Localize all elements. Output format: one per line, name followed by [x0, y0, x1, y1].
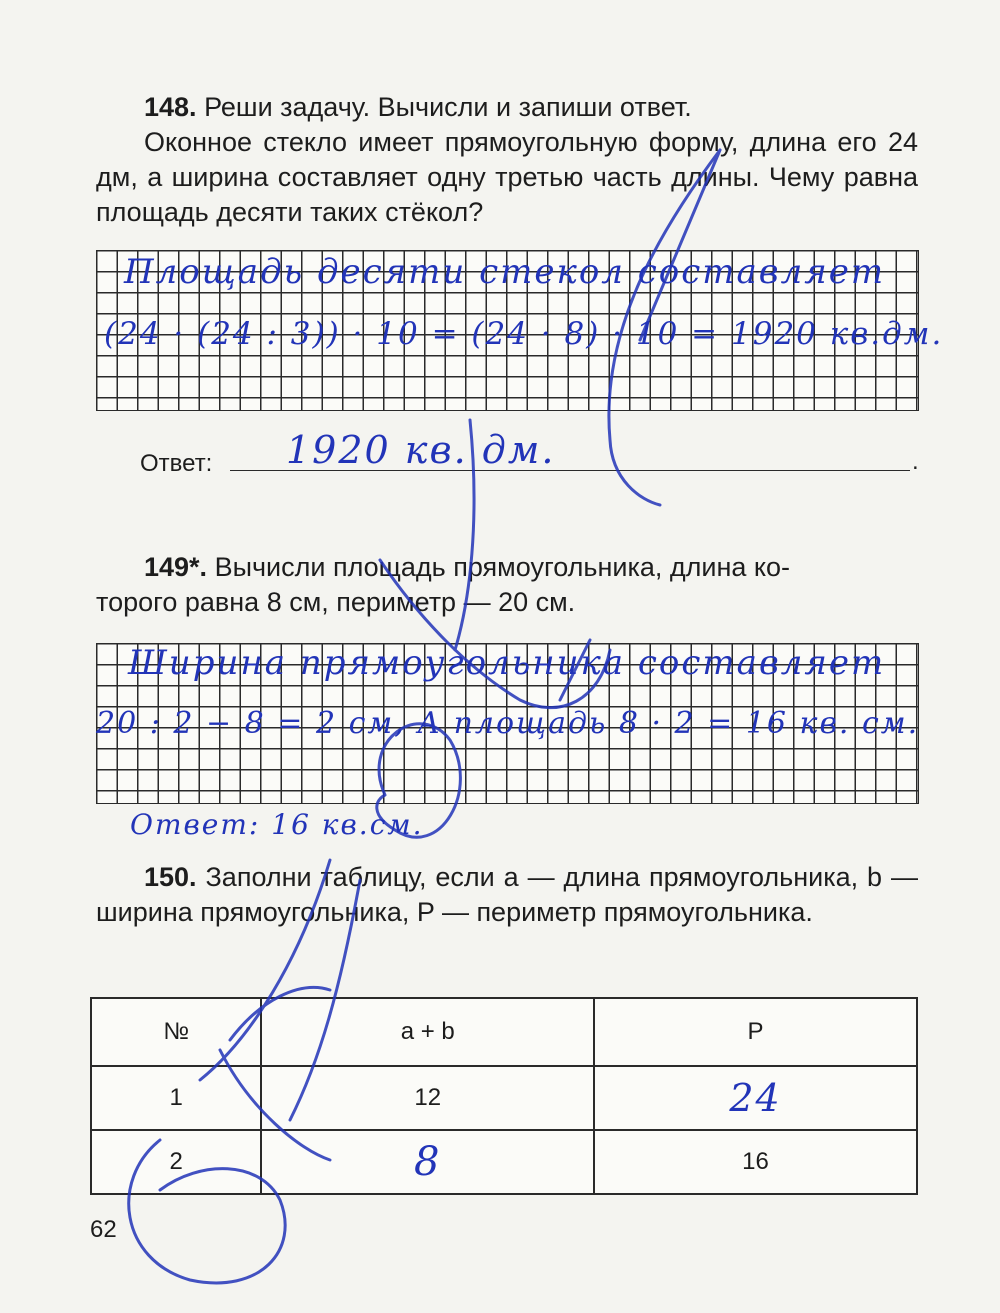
- header-number: №: [91, 998, 261, 1066]
- task-149-handwriting-1: Ширина прямоугольника составляет: [128, 643, 886, 683]
- task-148-answer-handwriting: 1920 кв. дм.: [286, 428, 556, 472]
- header-a-plus-b: a + b: [261, 998, 594, 1066]
- handwritten-perimeter: 24: [729, 1076, 782, 1120]
- task-150-body: Заполни таблицу, если a — длина прямоугольника, b — ширина прямоугольника, P — периметр прямоугольника.: [96, 862, 918, 927]
- task-149-text: [96, 550, 918, 620]
- row-perimeter: [594, 1066, 917, 1130]
- task-148-text: [96, 90, 918, 230]
- task-149-handwriting-2: 20 : 2 − 8 = 2 см, А площадь 8 · 2 = 16 кв. см.: [96, 706, 920, 741]
- row-sum: 12: [261, 1066, 594, 1130]
- header-perimeter: P: [594, 998, 917, 1066]
- handwritten-sum: 8: [414, 1139, 442, 1185]
- task-148-line1: Реши задачу. Вычисли и запиши ответ.: [204, 92, 692, 122]
- task-150-number: 150.: [144, 862, 197, 892]
- task-150-text: [96, 860, 918, 930]
- task-149-line1: Вычисли площадь прямоугольника, длина ко-: [214, 552, 791, 582]
- task-148-answer-line: Ответ: .: [140, 448, 919, 477]
- table-row: [91, 1066, 917, 1130]
- task-148-handwriting-1: Площадь десяти стекол составляет: [124, 252, 886, 292]
- task-148-handwriting-2: (24 · (24 : 3)) · 10 = (24 · 8) · 10 = 1920 кв.дм.: [104, 316, 944, 352]
- page-number: 62: [90, 1216, 117, 1243]
- row-number: 1: [91, 1066, 261, 1130]
- row-number: 2: [91, 1130, 261, 1194]
- task-149-answer-handwriting: Ответ: 16 кв.см.: [130, 808, 424, 841]
- task-148-number: 148.: [144, 92, 197, 122]
- task-150-table: [90, 997, 918, 1195]
- table-row: [91, 1130, 917, 1194]
- answer-label: Ответ:: [140, 450, 213, 477]
- row-perimeter: 16: [594, 1130, 917, 1194]
- row-sum: [261, 1130, 594, 1194]
- table-header-row: [91, 998, 917, 1066]
- task-149-number: 149*.: [144, 552, 208, 582]
- task-148-body: Оконное стекло имеет прямоугольную форму, длина его 24 дм, а ширина составляет одну третью часть длины. Чему равна площадь десяти таких стёкол?: [96, 127, 918, 227]
- task-149-line2: торого равна 8 см, периметр — 20 см.: [96, 587, 576, 617]
